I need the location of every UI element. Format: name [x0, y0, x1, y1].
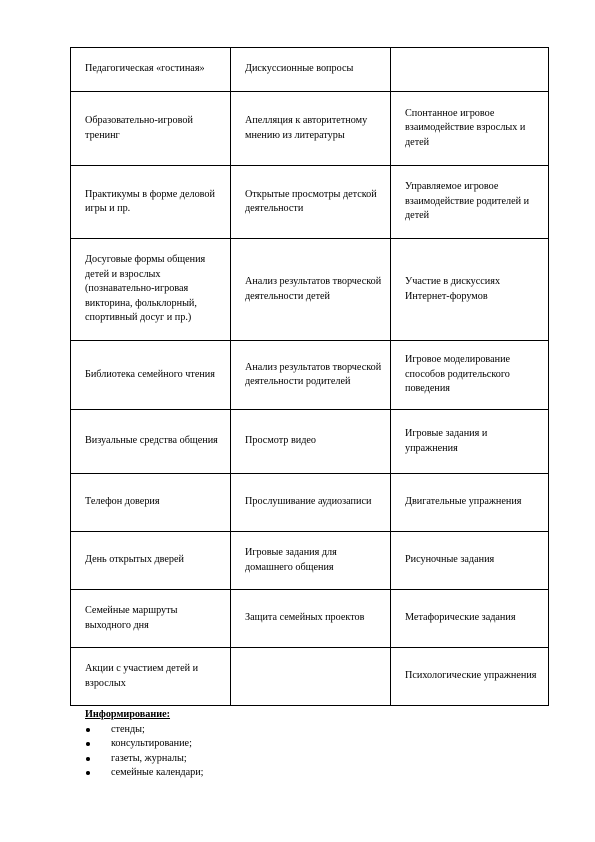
table-row: [71, 410, 549, 474]
table-cell: Игровое моделирование способов родительского поведения: [391, 341, 549, 410]
table-cell: Игровые задания для домашнего общения: [231, 532, 391, 590]
bullet-icon: [86, 757, 90, 761]
table-cell: Образовательно-игровой тренинг: [71, 92, 231, 166]
table-cell: Телефон доверия: [71, 474, 231, 532]
table-cell: Прослушивание аудиозаписи: [231, 474, 391, 532]
table-cell: Апелляция к авторитетному мнению из литературы: [231, 92, 391, 166]
list-item-text: газеты, журналы;: [111, 752, 187, 764]
bullet-icon: [86, 728, 90, 732]
table-cell: Просмотр видео: [231, 410, 391, 474]
info-section: [85, 708, 204, 781]
list-item-text: семейные календари;: [111, 767, 204, 779]
table-cell: День открытых дверей: [71, 532, 231, 590]
table-cell: Дискуссионные вопросы: [231, 48, 391, 92]
bullet-icon: [86, 771, 90, 775]
list-item: [85, 766, 204, 781]
table-cell: Игровые задания и упражнения: [391, 410, 549, 474]
info-title: Информирование:: [85, 709, 171, 720]
table-cell: Открытые просмотры детской деятельности: [231, 166, 391, 239]
table-cell: Спонтанное игровое взаимодействие взрослых и детей: [391, 92, 549, 166]
table-cell: Практикумы в форме деловой игры и пр.: [71, 166, 231, 239]
table-cell: Защита семейных проектов: [231, 590, 391, 648]
table-cell: [391, 48, 549, 92]
table-cell: [231, 648, 391, 706]
table-row: [71, 590, 549, 648]
table-row: [71, 48, 549, 92]
table-cell: Визуальные средства общения: [71, 410, 231, 474]
list-item: [85, 752, 204, 767]
info-list: [85, 723, 204, 781]
table-cell: Метафорические задания: [391, 590, 549, 648]
table-row: [71, 166, 549, 239]
table-cell: Библиотека семейного чтения: [71, 341, 231, 410]
table-row: [71, 239, 549, 341]
table-cell: Двигательные упражнения: [391, 474, 549, 532]
table-row: [71, 532, 549, 590]
table-cell: Анализ результатов творческой деятельности родителей: [231, 341, 391, 410]
table-cell: Психологические упражнения: [391, 648, 549, 706]
list-item: [85, 723, 204, 738]
list-item-text: стенды;: [111, 723, 145, 735]
table-cell: Семейные маршруты выходного дня: [71, 590, 231, 648]
list-item: [85, 737, 204, 752]
table-cell: Акции с участием детей и взрослых: [71, 648, 231, 706]
table-cell: Педагогическая «гостиная»: [71, 48, 231, 92]
table-row: [71, 648, 549, 706]
table-row: [71, 474, 549, 532]
table-row: [71, 341, 549, 410]
forms-table: [70, 47, 549, 706]
table-row: [71, 92, 549, 166]
table-cell: Управляемое игровое взаимодействие родителей и детей: [391, 166, 549, 239]
list-item-text: консультирование;: [111, 738, 192, 750]
bullet-icon: [86, 742, 90, 746]
table-cell: Анализ результатов творческой деятельности детей: [231, 239, 391, 341]
table-body: [71, 48, 549, 706]
table-cell: Досуговые формы общения детей и взрослых (познавательно-игровая викторина, фольклорный, спортивный досуг и пр.): [71, 239, 231, 341]
table-cell: Участие в дискуссиях Интернет-форумов: [391, 239, 549, 341]
table-cell: Рисуночные задания: [391, 532, 549, 590]
